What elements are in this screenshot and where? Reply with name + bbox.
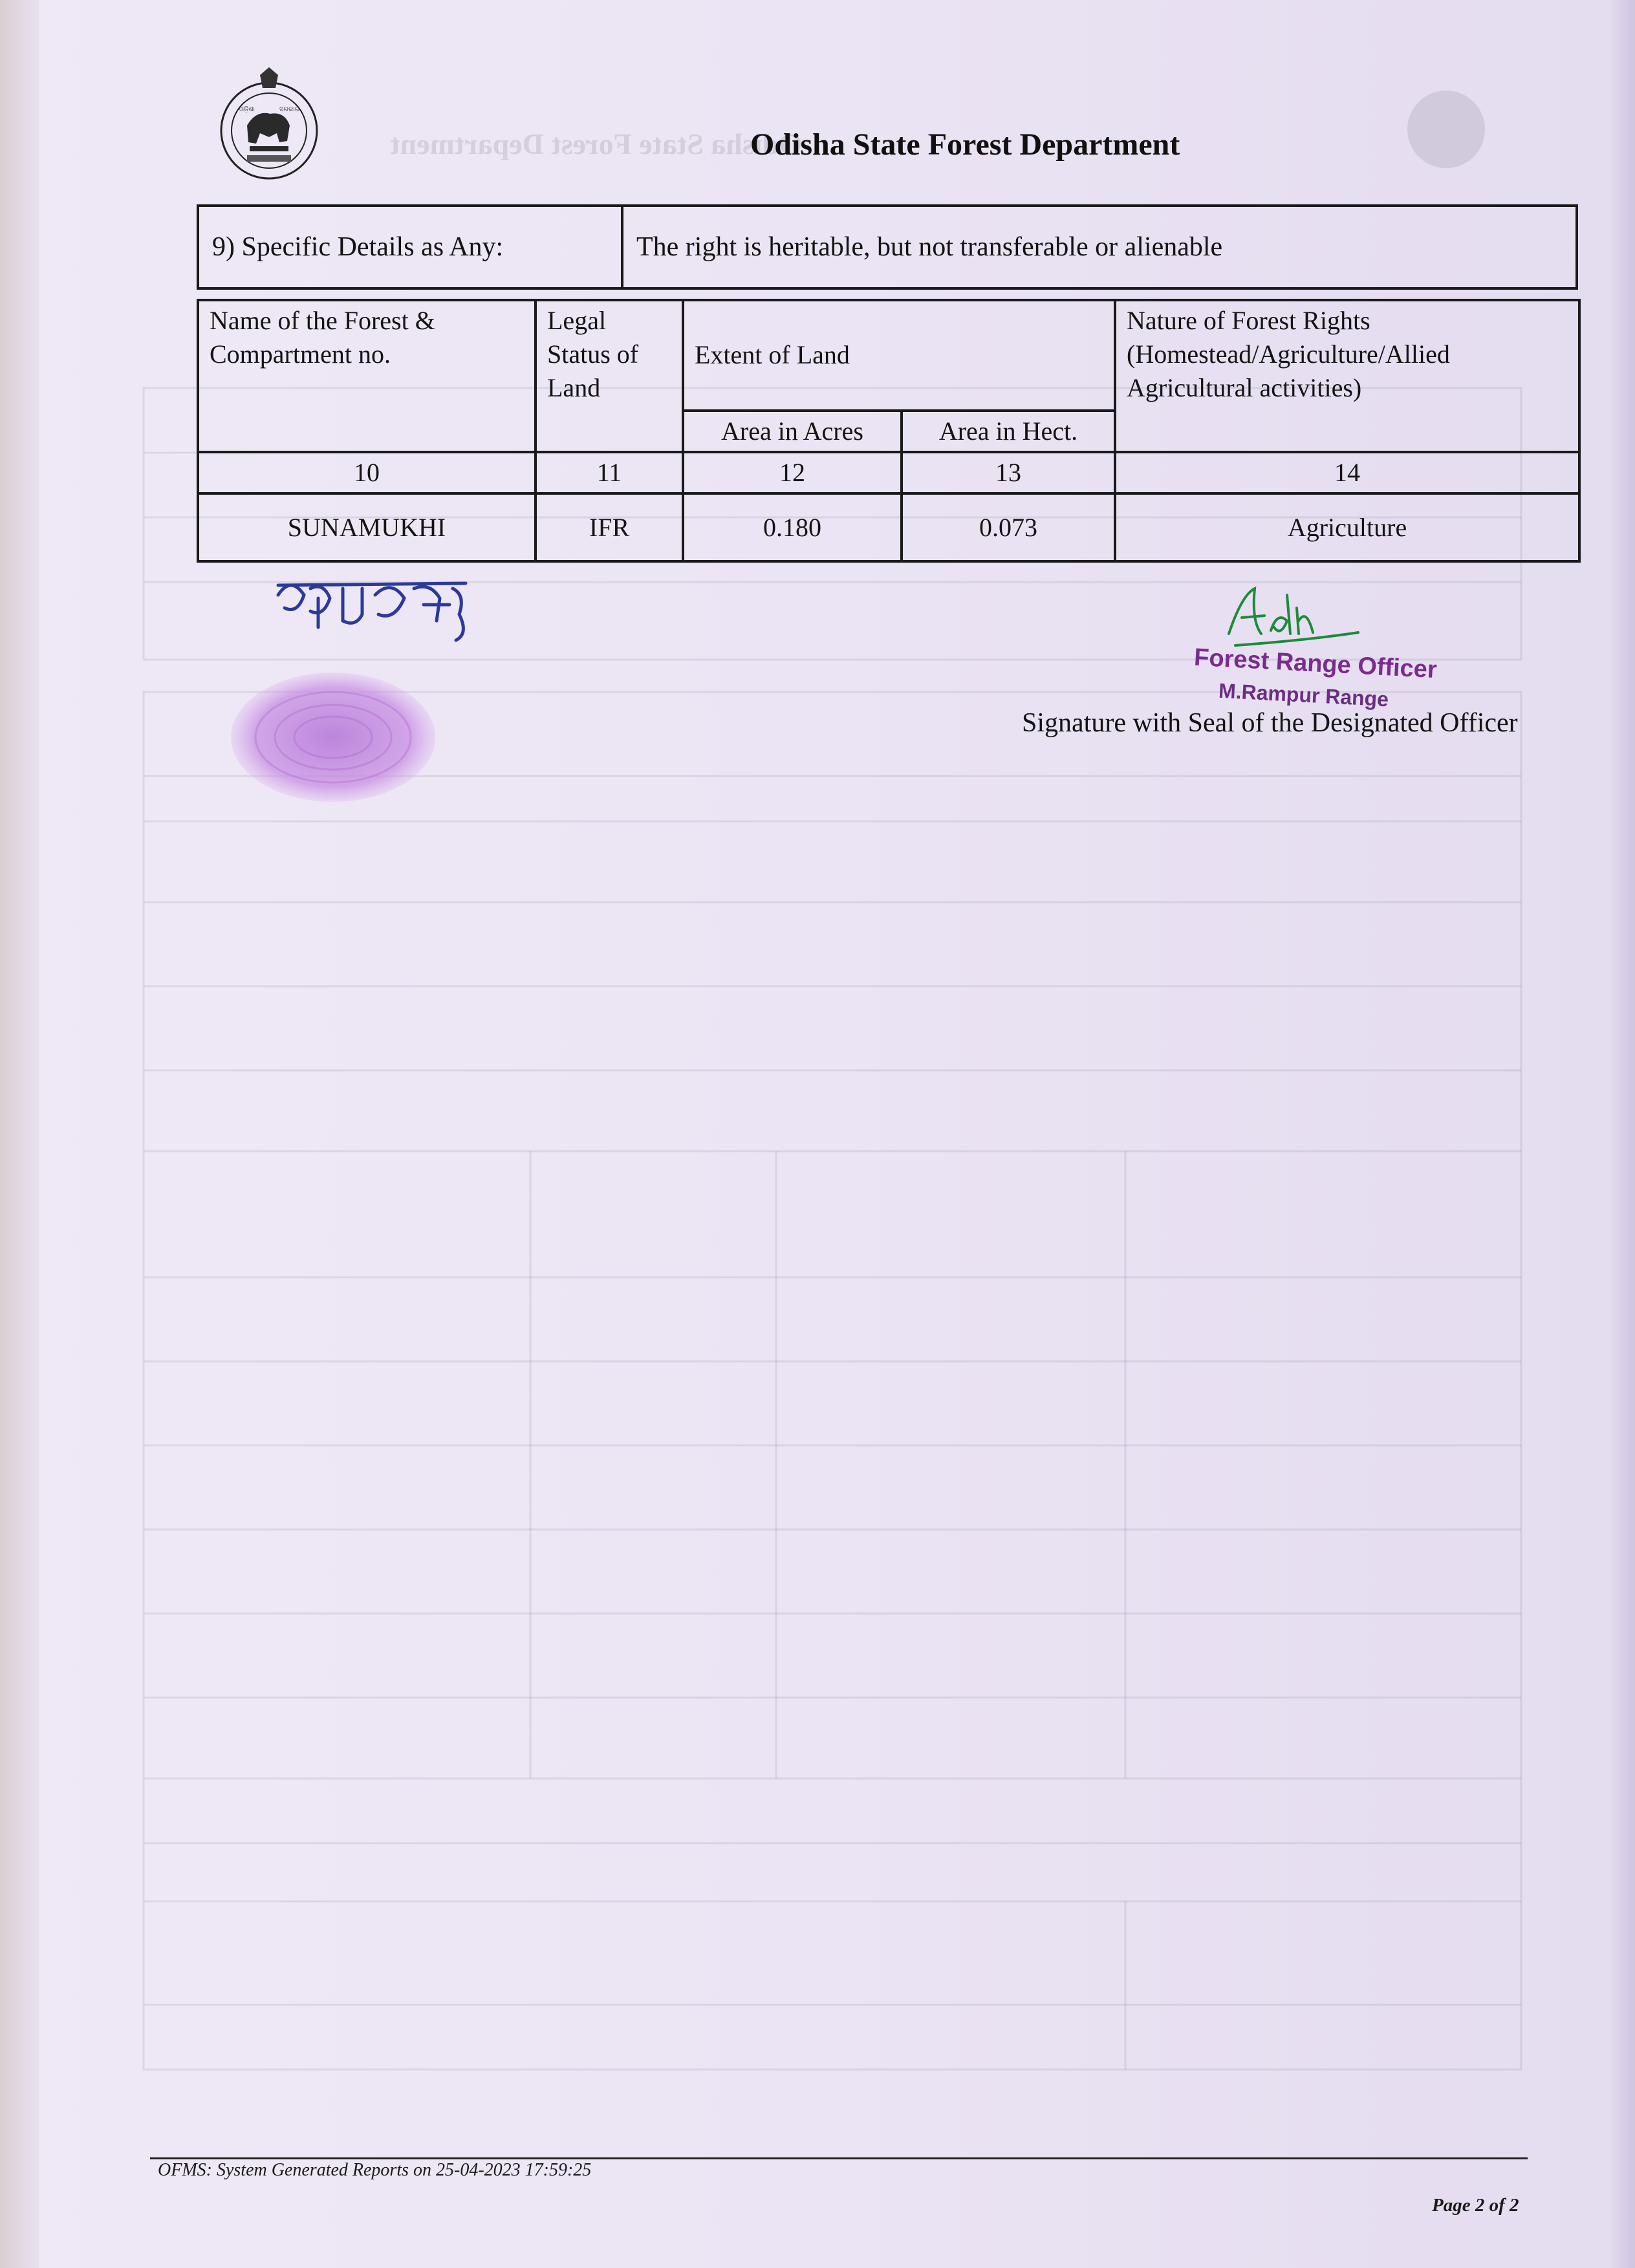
- cell-nature: Agriculture: [1115, 493, 1579, 561]
- stamp-officer-title: Forest Range Officer: [1193, 643, 1438, 684]
- signature-caption: Signature with Seal of the Designated Officer: [1022, 708, 1518, 738]
- specific-details-table: [197, 204, 1578, 290]
- column-number: 12: [683, 452, 902, 493]
- svg-text:ଓଡ଼ିଶା: ଓଡ଼ିଶା: [239, 106, 255, 113]
- bleed-through-title: Odisha State Forest Department: [390, 127, 802, 160]
- column-number: 13: [902, 452, 1115, 493]
- header-area-acres: Area in Acres: [683, 411, 902, 452]
- specific-details-label: 9) Specific Details as Any:: [198, 206, 622, 288]
- header-extent-of-land: Extent of Land: [683, 300, 1115, 411]
- footer-generated-text: OFMS: System Generated Reports on 25-04-2023 17:59:25: [158, 2160, 592, 2180]
- officer-signature: [1216, 582, 1371, 653]
- column-number: 10: [198, 452, 536, 493]
- header-forest-name: Name of the Forest & Compartment no.: [198, 300, 536, 452]
- thumbprint-icon: [226, 666, 440, 808]
- cell-legal-status: IFR: [536, 493, 683, 561]
- column-number: 14: [1115, 452, 1579, 493]
- page-number: Page 2 of 2: [1432, 2195, 1519, 2216]
- svg-text:ସରକାର: ସରକାର: [279, 106, 300, 113]
- stamp-range-name: M.Rampur Range: [1218, 678, 1389, 711]
- cell-forest-name: SUNAMUKHI: [198, 493, 536, 561]
- column-number: 11: [536, 452, 683, 493]
- header-area-hect: Area in Hect.: [902, 411, 1115, 452]
- specific-details-value: The right is heritable, but not transferable or alienable: [622, 206, 1577, 288]
- header-nature-of-rights: Nature of Forest Rights (Homestead/Agriculture/Allied Agricultural activities): [1115, 300, 1579, 452]
- cell-area-acres: 0.180: [683, 493, 902, 561]
- forest-rights-table: [197, 299, 1581, 563]
- footer-divider: [150, 2157, 1528, 2159]
- handwritten-forest-name: [272, 569, 479, 647]
- header-legal-status: Legal Status of Land: [536, 300, 683, 452]
- cell-area-hect: 0.073: [902, 493, 1115, 561]
- page-title: Odisha State Forest Department: [750, 127, 1180, 162]
- odisha-state-emblem-icon: [217, 66, 321, 184]
